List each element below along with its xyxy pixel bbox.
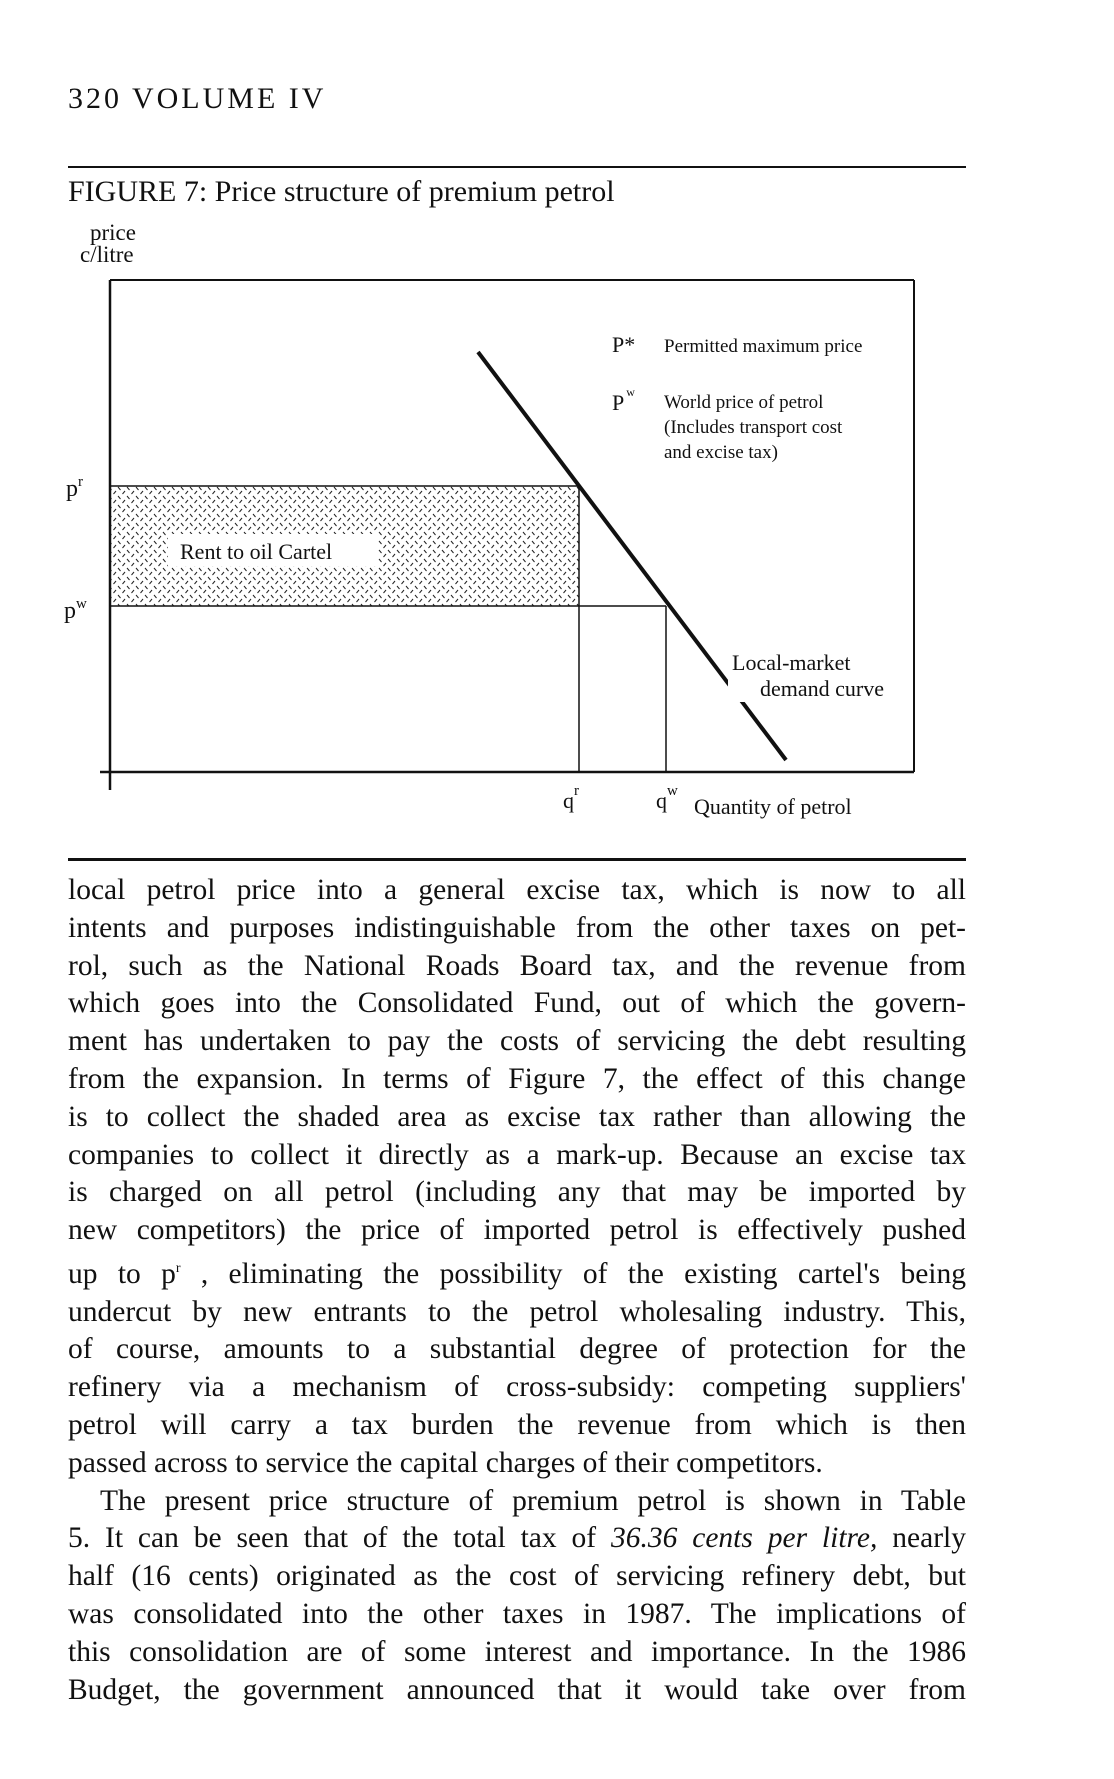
curve-label-2: demand curve <box>760 676 884 701</box>
text-line: undercut by new entrants to the petrol wholesaling industry. This, <box>68 1295 966 1328</box>
text-line: this consolidation are of some interest and importance. In the 1986 <box>68 1635 966 1668</box>
running-head: 320 VOLUME IV <box>68 82 327 115</box>
pw-label: $p^w$ <box>64 596 87 624</box>
text-line: is to collect the shaded area as excise tax rather than allowing the <box>68 1100 966 1133</box>
text-line: is charged on all petrol (including any that may be imported by <box>68 1176 966 1209</box>
figure-bottom-rule <box>68 858 966 861</box>
text-line: petrol will carry a tax burden the revenue from which is then <box>68 1408 966 1441</box>
text-line: of course, amounts to a substantial degree of protection for the <box>68 1333 966 1366</box>
text-line: half (16 cents) originated as the cost of servicing refinery debt, but <box>68 1560 966 1593</box>
y-axis-label-2: c/litre <box>80 242 134 267</box>
legend-pw-line3: and excise tax) <box>664 442 778 463</box>
text-line: new competitors) the price of imported petrol is effectively pushed <box>68 1214 966 1247</box>
text-line: refinery via a mechanism of cross-subsidy: competing suppliers' <box>68 1371 966 1404</box>
text-line: local petrol price into a general excise tax, which is now to all <box>68 874 966 906</box>
text-line: ment has undertaken to pay the costs of servicing the debt resulting <box>68 1025 966 1058</box>
text-line: The present price structure of premium petrol is shown in Table <box>100 1484 966 1517</box>
text-line: up to $p^r$ , eliminating the possibility of the existing cartel's being <box>68 1257 966 1290</box>
text-line: companies to collect it directly as a mark-up. Because an excise tax <box>68 1138 966 1171</box>
body-text <box>68 872 966 1709</box>
rent-label: Rent to oil Cartel <box>180 539 333 564</box>
pr-label: $p^r$ <box>66 474 83 502</box>
legend-pw-line2: (Includes transport cost <box>664 417 843 438</box>
legend-pstar-symbol: P* <box>612 332 636 357</box>
text-line: 5. It can be seen that of the total tax of 36.36 cents per litre, nearly <box>68 1522 966 1555</box>
text-line: from the expansion. In terms of Figure 7, the effect of this change <box>68 1062 966 1095</box>
text-line: intents and purposes indistinguishable from the other taxes on pet- <box>68 911 966 944</box>
legend-pw-symbol: P $^w$ <box>612 385 635 415</box>
x-axis-label: Quantity of petrol <box>694 794 852 819</box>
text-line: was consolidated into the other taxes in 1987. The implications of <box>68 1597 966 1630</box>
text-line: passed across to service the capital charges of their competitors. <box>68 1446 823 1479</box>
legend-pw-line1: World price of petrol <box>664 392 824 413</box>
qr-label: $q^r$ <box>563 783 579 813</box>
curve-label-1: Local-market <box>732 650 851 675</box>
legend-pstar-text: Permitted maximum price <box>664 336 863 357</box>
text-line: Budget, the government announced that it would take over from <box>68 1673 966 1706</box>
figure-caption: FIGURE 7: Price structure of premium petrol <box>68 175 615 208</box>
y-axis-label-1: price <box>90 220 136 245</box>
text-line: which goes into the Consolidated Fund, out of which the govern- <box>68 987 966 1020</box>
text-line: rol, such as the National Roads Board tax, and the revenue from <box>68 949 966 982</box>
qw-label: $q^w$ <box>656 783 678 813</box>
